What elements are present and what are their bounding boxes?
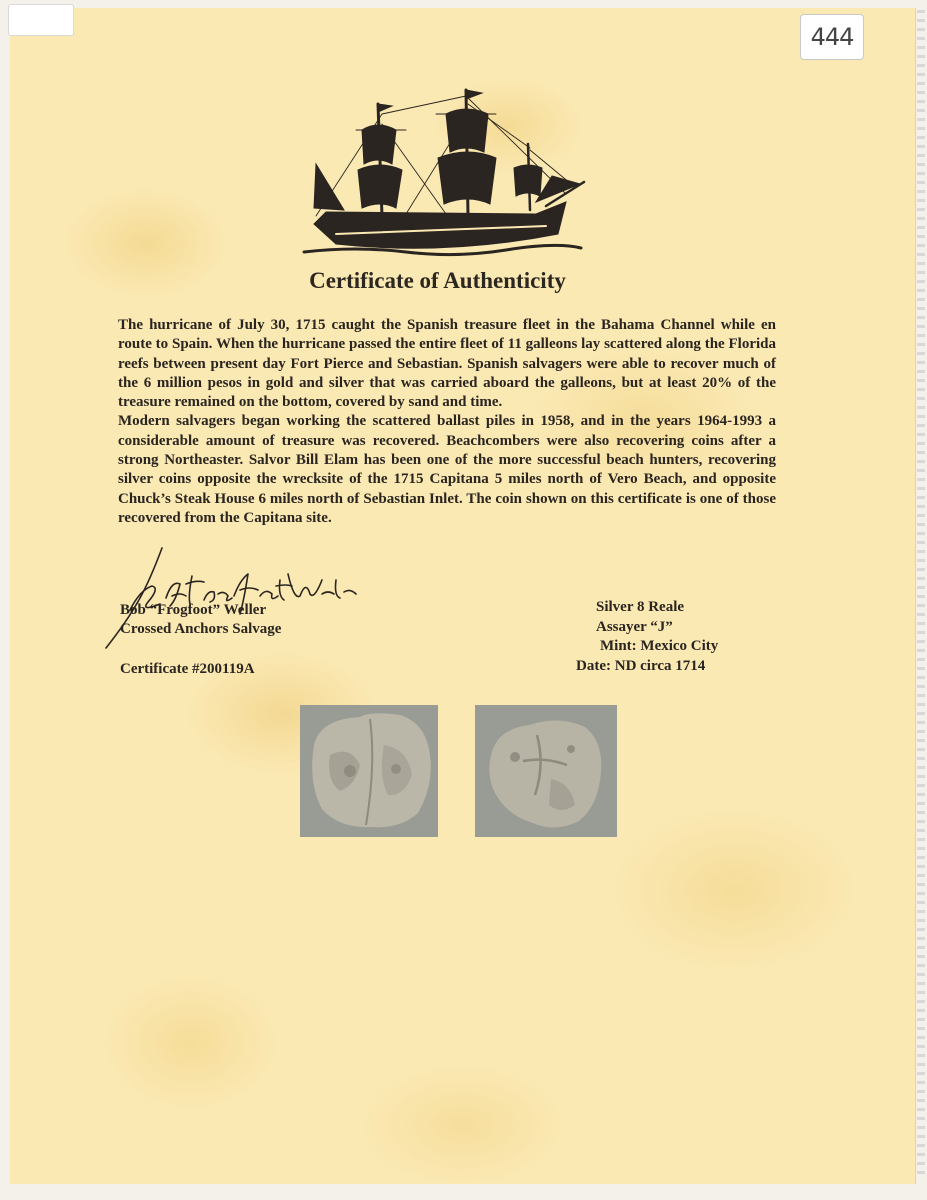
tape-strip	[8, 4, 74, 36]
paragraph-salvage: Modern salvagers began working the scattered ballast piles in 1958, and in the years 1964-1993 a considerable amount of treasure was recovered. Beachcombers were also recovering coins after a strong Northeaster. Salvor Bill Elam has been one of the more successful beach hunters, recovering silver coins opposite the wrecksite of the 1715 Capitana 5 miles north of Vero Beach, and opposite Chuck’s Steak House 6 miles north of Sebastian Inlet. The coin shown on this certificate is one of those recovered from the Capitana site.	[118, 413, 776, 526]
paragraph-hurricane: The hurricane of July 30, 1715 caught the Spanish treasure fleet in the Bahama Channel while en route to Spain. When the hurricane passed the entire fleet of 11 galleons lay scattered along the Florida reefs between present day Fort Pierce and Sebastian. Spanish salvagers were able to recover much of the 6 million pesos in gold and silver that was carried aboard the galleons, but at least 20% of the treasure remained on the bottom, covered by sand and time.	[118, 317, 776, 411]
coin-photo-reverse	[475, 705, 617, 837]
perforation-edge	[917, 10, 925, 1180]
history-text	[118, 316, 776, 528]
coin-date: Date: ND circa 1714	[576, 657, 706, 674]
catalog-label: 444	[800, 14, 864, 60]
signer-name: Bob “Frogfoot” Weller	[120, 602, 267, 618]
certificate-number: Certificate #200119A	[120, 661, 255, 677]
certificate-title: Certificate of Authenticity	[309, 268, 566, 293]
coin-details	[572, 598, 742, 676]
coin-assayer: Assayer “J”	[596, 618, 673, 635]
coin-type: Silver 8 Reale	[596, 599, 685, 615]
galleon-ship-illustration	[296, 84, 586, 264]
coin-photo-obverse	[300, 705, 438, 837]
coin-mint: Mint: Mexico City	[600, 638, 719, 654]
signer-organization: Crossed Anchors Salvage	[120, 621, 282, 637]
